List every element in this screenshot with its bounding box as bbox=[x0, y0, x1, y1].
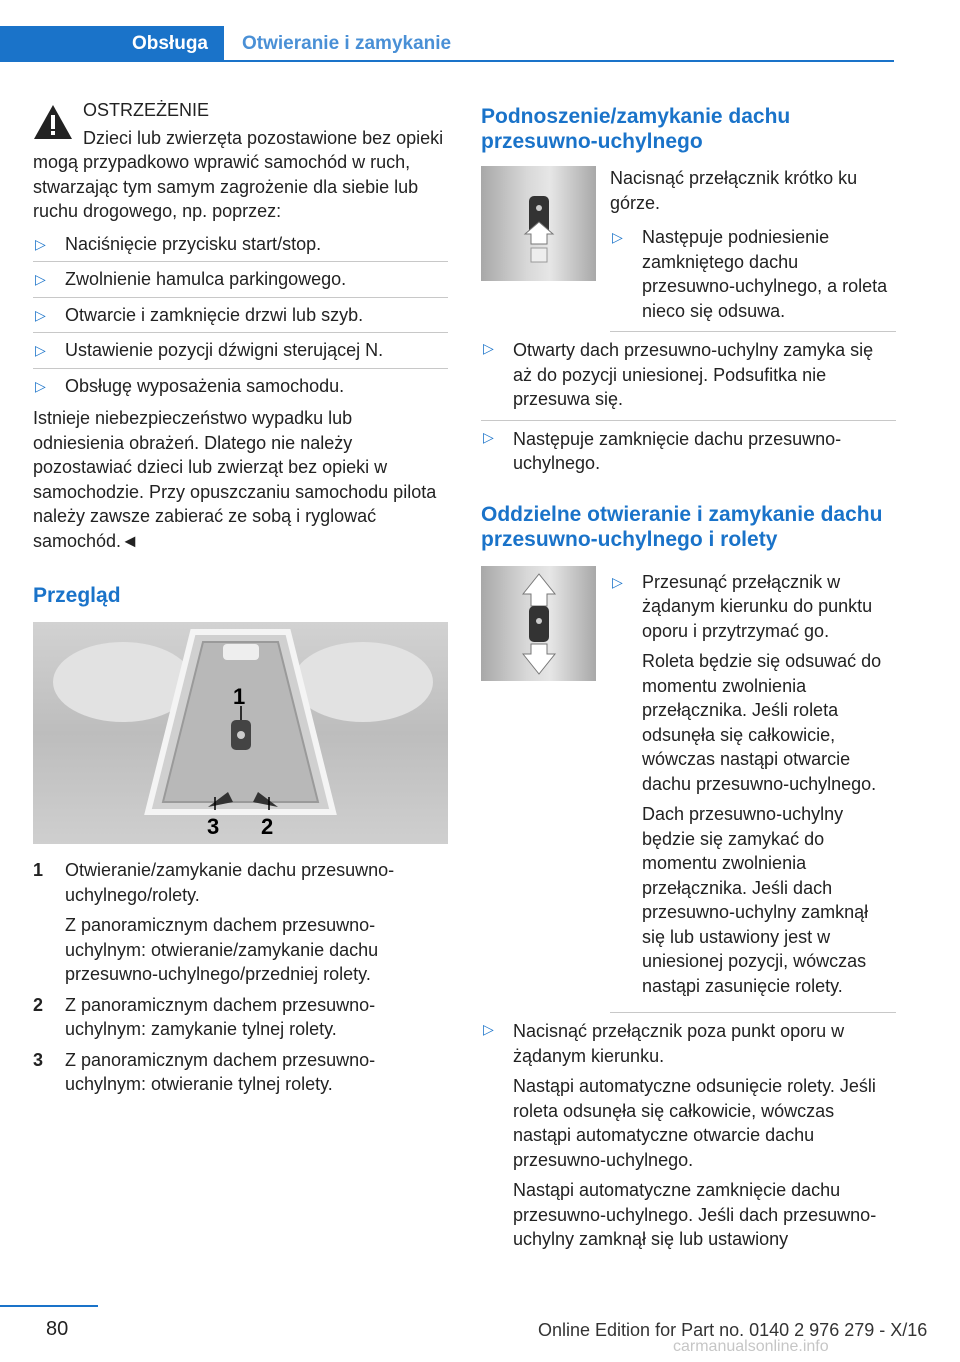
legend-number: 1 bbox=[33, 860, 44, 880]
legend-row bbox=[33, 858, 448, 993]
legend-text: Z panoramicznym dachem przesuwno-uchylnym: zamykanie tylnej rolety. bbox=[65, 994, 376, 1039]
switch-updown-image bbox=[481, 566, 596, 681]
warning-item: ▷ Obsługę wyposażenia samochodu. bbox=[33, 369, 448, 404]
warning-outro: Istnieje niebezpieczeństwo wypadku lub odniesienia obrażeń. Dlatego nie należy pozostawiać dzieci lub zwierząt bez opieki w samochodzie. Przy opuszczaniu samochodu pilota należy zawsze zabierać ze sobą i ryglować samochód.◄ bbox=[33, 408, 437, 551]
warning-item: ▷ Naciśnięcie przycisku start/stop. bbox=[33, 227, 448, 263]
warning-block bbox=[33, 98, 448, 553]
warning-intro: Dzieci lub zwierzęta pozostawione bez opieki mogą przypadkowo wprawić samochód w ruch, stwarzając tym samym zagrożenie dla siebie lub ruchu drogowego, np. poprzez: bbox=[33, 127, 444, 221]
switch-up-image bbox=[481, 166, 596, 281]
separate-text: ▷ Przesunąć przełącznik w żądanym kierunku do punktu oporu i przytrzymać go. bbox=[642, 571, 873, 641]
separate-section bbox=[481, 566, 896, 1014]
subsection-tab[interactable]: Otwieranie i zamykanie bbox=[242, 33, 452, 54]
legend-text: Z panoramicznym dachem przesuwno-uchylnym: otwieranie/zamykanie dachu przesuwno-uchylnego/przedniej rolety. bbox=[65, 915, 379, 984]
overview-image bbox=[33, 622, 448, 844]
raise-list bbox=[610, 221, 896, 332]
raise-item: ▷ Następuje podniesienie zamkniętego dachu przesuwno-uchylnego, a roleta nieco się odsuwa. bbox=[610, 221, 896, 332]
separate-text: Nastąpi automatyczne odsunięcie rolety. Jeśli roleta odsunęła się całkowicie, wówczas nastąpi automatyczne otwarcie dachu przesuwno-uchylnego. bbox=[513, 1076, 876, 1170]
watermark: carmanualsonline.info bbox=[673, 1338, 829, 1355]
callout-3: 3 bbox=[207, 814, 220, 839]
roof-console-drawing bbox=[33, 622, 448, 844]
warning-item: ▷ Otwarcie i zamknięcie drzwi lub szyb. bbox=[33, 298, 448, 334]
warning-list bbox=[33, 227, 448, 404]
callout-2: 2 bbox=[261, 814, 274, 839]
raise-item: ▷ Otwarty dach przesuwno-uchylny zamyka się aż do pozycji uniesionej. Podsufitka nie przesuwa się. bbox=[481, 332, 896, 421]
separate-item bbox=[481, 1013, 896, 1266]
legend-number: 2 bbox=[33, 994, 44, 1015]
separate-item bbox=[610, 566, 896, 1014]
raise-heading: Podnoszenie/zamykanie dachu przesuwno-uchylnego bbox=[481, 105, 791, 153]
separate-text: Nastąpi automatyczne zamknięcie dachu przesuwno-uchylnego. Jeśli dach przesuwno-uchylny zamknął się lub ustawiony bbox=[513, 1180, 877, 1249]
edition-note: Online Edition for Part no. 0140 2 976 279 - X/16 bbox=[538, 1320, 928, 1340]
footer-rule bbox=[0, 1305, 98, 1307]
header-rule bbox=[0, 60, 894, 62]
overview-heading: Przegląd bbox=[33, 584, 121, 607]
separate-list bbox=[610, 566, 896, 1014]
raise-item: ▷ Następuje zamknięcie dachu przesuwno-uchylnego. bbox=[481, 421, 896, 484]
overview-legend bbox=[33, 858, 448, 1103]
legend-number: 3 bbox=[33, 1049, 44, 1070]
separate-text: ▷ Nacisnąć przełącznik poza punkt oporu w żądanym kierunku. bbox=[513, 1021, 845, 1066]
raise-list-2 bbox=[481, 332, 896, 484]
raise-instruction: Nacisnąć przełącznik krótko ku górze. bbox=[610, 168, 858, 213]
separate-text: Roleta będzie się odsuwać do momentu zwolnienia przełącznika. Jeśli roleta odsunęła się całkowicie, wówczas nastąpi otwarcie dachu przesuwno-uchylnego. bbox=[642, 651, 882, 794]
warning-title: OSTRZEŻENIE bbox=[83, 100, 210, 120]
separate-text: Dach przesuwno-uchylny będzie się zamykać do momentu zwolnienia przełącznika. Jeśli dach przesuwno-uchylny zamknął się lub ustawiony jest w uniesionej pozycji, wówczas nastąpi zasunięcie rolety. bbox=[642, 804, 869, 996]
legend-row bbox=[33, 993, 448, 1048]
legend-text: Z panoramicznym dachem przesuwno-uchylnym: otwieranie tylnej rolety. bbox=[65, 1049, 376, 1094]
warning-triangle-icon bbox=[33, 104, 73, 140]
legend-row bbox=[33, 1048, 448, 1103]
raise-section bbox=[481, 166, 896, 332]
separate-list-2 bbox=[481, 1013, 896, 1266]
left-column bbox=[33, 98, 448, 1103]
warning-item: ▷ Ustawienie pozycji dźwigni sterującej N. bbox=[33, 333, 448, 369]
callout-1: 1 bbox=[233, 684, 246, 709]
separate-heading: Oddzielne otwieranie i zamykanie dachu przesuwno-uchylnego i rolety bbox=[481, 502, 883, 551]
page-number: 80 bbox=[46, 1318, 69, 1340]
warning-item: ▷ Zwolnienie hamulca parkingowego. bbox=[33, 262, 448, 298]
legend-text: Otwieranie/zamykanie dachu przesuwno-uchylnego/rolety. bbox=[65, 860, 395, 905]
right-column bbox=[481, 104, 896, 1266]
section-tab[interactable]: Obsługa bbox=[0, 26, 224, 62]
